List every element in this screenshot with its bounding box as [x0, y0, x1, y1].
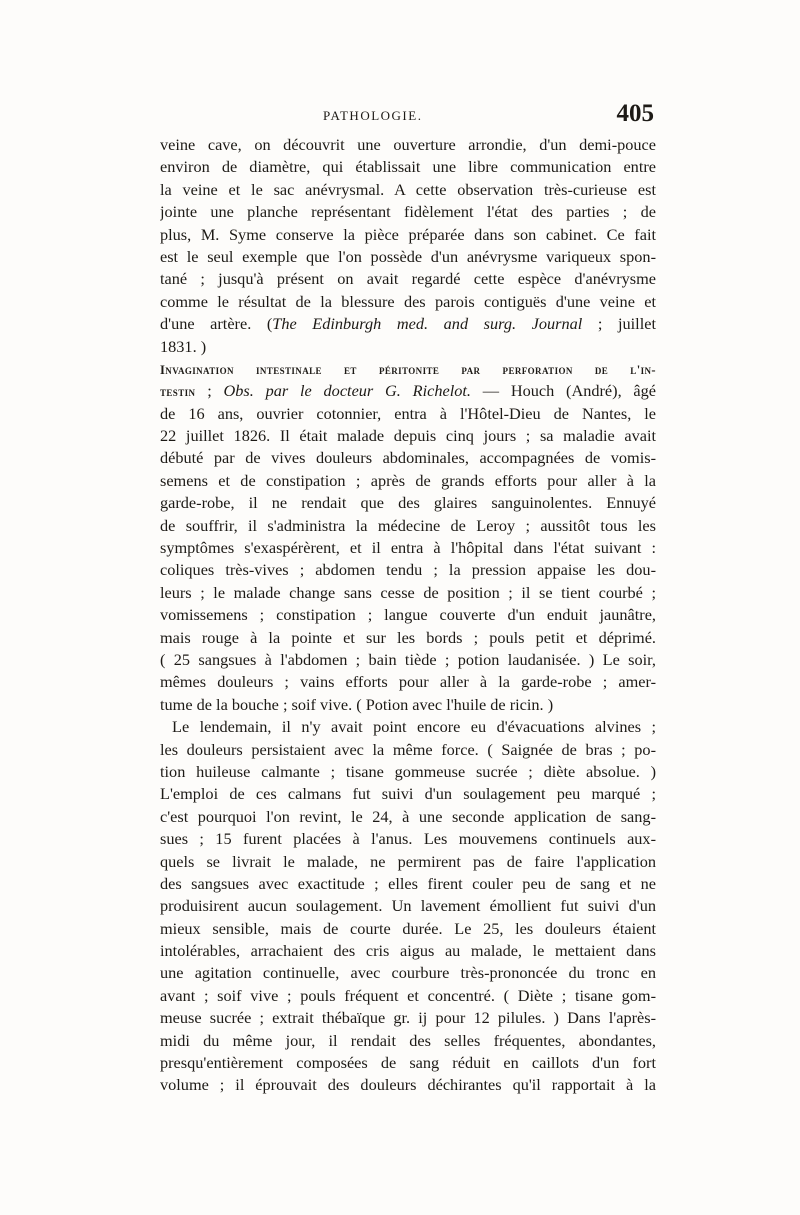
text-line: sues ; 15 furent placées à l'anus. Les mouvemens continuels aux-: [160, 829, 656, 849]
citation-open: (: [266, 314, 273, 334]
journal-title: The Edinburgh med. and surg. Journal: [272, 314, 583, 334]
text-line: presqu'entièrement composées de sang réduit en caillots d'un fort: [160, 1053, 656, 1073]
text-line: plus, M. Syme conserve la pièce préparée dans son cabinet. Ce fait: [160, 224, 656, 244]
text-line: volume ; il éprouvait des douleurs déchirantes qu'il rapportait à la: [160, 1075, 656, 1095]
text-line: de souffrir, il s'administra la médecine de Leroy ; aussitôt tous les: [160, 515, 656, 535]
citation-end: 1831. ): [160, 336, 207, 356]
text-line: vomissemens ; constipation ; langue couverte d'un enduit jaunâtre,: [160, 605, 656, 625]
text-line: tume de la bouche ; soif vive. ( Potion avec l'huile de ricin. ): [160, 694, 554, 714]
text-line: environ de diamètre, qui établissait une libre communication entre: [160, 157, 656, 177]
text-line: avant ; soif vive ; pouls fréquent et concentré. ( Diète ; tisane gom-: [160, 985, 656, 1005]
text-line: midi du même jour, il rendait des selles fréquentes, abondantes,: [160, 1030, 656, 1050]
text-line: produisirent aucun soulagement. Un lavement émollient fut suivi d'un: [160, 896, 656, 916]
citation-line: [160, 313, 656, 335]
text-line: symptômes s'exaspérèrent, et il entra à l'hôpital dans l'état suivant :: [160, 538, 656, 558]
running-title: PATHOLOGIE.: [323, 108, 423, 123]
text-line: mêmes douleurs ; vains efforts pour aller à la garde-robe ; amer-: [160, 672, 656, 692]
observation-author: Obs. par le docteur G. Richelot.: [223, 381, 471, 401]
text-line: tion huileuse calmante ; tisane gommeuse sucrée ; diète absolue. ): [160, 761, 656, 781]
text-line: mieux sensible, mais de courte durée. Le 25, les douleurs étaient: [160, 918, 656, 938]
text-line: les douleurs persistaient avec la même force. ( Saignée de bras ; po-: [160, 739, 656, 759]
patient-intro: — Houch (André), âgé: [482, 381, 656, 401]
text-line: est le seul exemple que l'on possède d'un anévrysme variqueux spon-: [160, 246, 656, 266]
text-line: intolérables, arrachaient des cris aigus au malade, le mettaient dans: [160, 941, 656, 961]
article-byline: testin ; Obs. par le docteur G. Richelot. — Houch (André), âgé: [160, 381, 656, 401]
text-line: une agitation continuelle, avec courbure très-prononcée du tronc en: [160, 963, 656, 983]
text-line: jointe une planche représentant fidèlement l'état des parties ; de: [160, 202, 656, 222]
text-line: quels se livrait le malade, ne permirent pas de faire l'application: [160, 851, 656, 871]
text-line: semens et de constipation ; après de grands efforts pour aller à la: [160, 470, 656, 490]
text-line: la veine et le sac anévrysmal. A cette observation très-curieuse est: [160, 179, 656, 199]
text-line: coliques très-vives ; abdomen tendu ; la pression appaise les dou-: [160, 560, 656, 580]
text-line: comme le résultat de la blessure des parois contiguës d'une veine et: [160, 291, 656, 311]
article-heading: [160, 358, 656, 380]
text-line: L'emploi de ces calmans fut suivi d'un soulagement peu marqué ;: [160, 784, 656, 804]
article-heading-text: Invagination intestinale et péritonite par perforation de l'in-: [160, 362, 656, 377]
page-header: [160, 100, 656, 136]
text-line: meuse sucrée ; extrait thébaïque gr. ij pour 12 pilules. ) Dans l'après-: [160, 1008, 656, 1028]
text-line: garde-robe, il ne rendait que des glaires sanguinolentes. Ennuyé: [160, 493, 656, 513]
text-line: débuté par de vives douleurs abdominales, accompagnées de vomis-: [160, 448, 656, 468]
text-line: c'est pourquoi l'on revint, le 24, à une seconde application de sang-: [160, 806, 656, 826]
paragraph-start: Le lendemain, il n'y avait point encore eu d'évacuations alvines ;: [172, 717, 656, 737]
citation-rest: ; juillet: [597, 314, 656, 334]
text-line: veine cave, on découvrit une ouverture arrondie, d'un demi-pouce: [160, 135, 656, 154]
text-line: 22 juillet 1826. Il était malade depuis cinq jours ; sa maladie avait: [160, 426, 656, 446]
text-line: ( 25 sangsues à l'abdomen ; bain tiède ; potion laudanisée. ) Le soir,: [160, 649, 656, 669]
article-heading-end: testin: [160, 385, 196, 400]
text-line: des sangsues avec exactitude ; elles firent couler peu de sang et ne: [160, 873, 656, 893]
page-number: 405: [616, 100, 654, 127]
body-text: [160, 134, 656, 1097]
text-line: mais rouge à la pointe et sur les bords ; pouls petit et déprimé.: [160, 627, 656, 647]
text-line: leurs ; le malade change sans cesse de position ; il se tient courbé ;: [160, 582, 656, 602]
text-fragment: d'une artère.: [160, 314, 252, 334]
text-line: de 16 ans, ouvrier cotonnier, entra à l'Hôtel-Dieu de Nantes, le: [160, 403, 656, 423]
text-line: tané ; jusqu'à présent on avait regardé cette espèce d'anévrysme: [160, 269, 656, 289]
